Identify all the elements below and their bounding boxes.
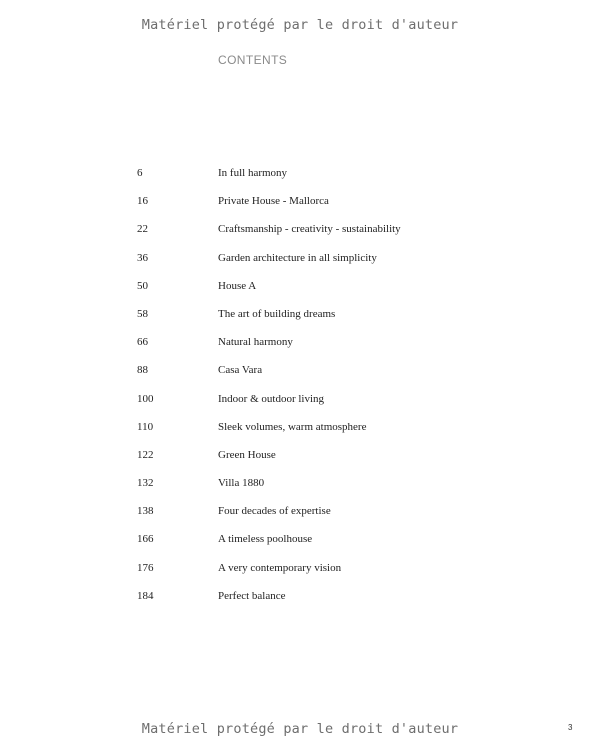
toc-title: Casa Vara bbox=[218, 364, 263, 377]
toc-entry bbox=[0, 336, 600, 364]
toc-page-number: 88 bbox=[137, 364, 148, 377]
toc-page-number: 58 bbox=[137, 307, 148, 320]
toc-page-number: 132 bbox=[137, 477, 154, 490]
toc-title: Sleek volumes, warm atmosphere bbox=[218, 420, 367, 433]
toc-page-number: 184 bbox=[137, 589, 154, 602]
toc-entry bbox=[0, 590, 600, 618]
toc-page-number: 110 bbox=[137, 420, 154, 433]
toc-entry bbox=[0, 393, 600, 421]
toc-page-number: 166 bbox=[137, 533, 154, 546]
page-number: 3 bbox=[568, 723, 573, 732]
toc-title: House A bbox=[218, 279, 257, 292]
toc-entry bbox=[0, 252, 600, 280]
toc-entry bbox=[0, 505, 600, 533]
copyright-watermark-bottom: Matériel protégé par le droit d'auteur bbox=[141, 721, 459, 737]
copyright-watermark-top: Matériel protégé par le droit d'auteur bbox=[141, 17, 459, 33]
toc-title: Private House - Mallorca bbox=[218, 195, 329, 208]
toc-page-number: 138 bbox=[137, 505, 154, 518]
toc-page-number: 36 bbox=[137, 251, 148, 264]
toc-title: Villa 1880 bbox=[218, 477, 265, 490]
toc-entry bbox=[0, 477, 600, 505]
toc-entry bbox=[0, 280, 600, 308]
toc-title: Perfect balance bbox=[218, 589, 286, 602]
toc-page-number: 16 bbox=[137, 195, 148, 208]
toc-entry bbox=[0, 364, 600, 392]
contents-heading: CONTENTS bbox=[218, 53, 288, 67]
toc-title: A timeless poolhouse bbox=[218, 533, 313, 546]
toc-entry bbox=[0, 449, 600, 477]
toc-title: Indoor & outdoor living bbox=[218, 392, 325, 405]
toc-title: The art of building dreams bbox=[218, 307, 336, 320]
table-of-contents bbox=[0, 167, 600, 618]
toc-title: Natural harmony bbox=[218, 336, 293, 349]
toc-title: Green House bbox=[218, 448, 276, 461]
toc-page-number: 50 bbox=[137, 279, 148, 292]
toc-title: Garden architecture in all simplicity bbox=[218, 251, 377, 264]
toc-entry bbox=[0, 223, 600, 251]
toc-page-number: 176 bbox=[137, 561, 154, 574]
toc-page-number: 22 bbox=[137, 223, 148, 236]
toc-title: In full harmony bbox=[218, 167, 288, 179]
toc-entry bbox=[0, 308, 600, 336]
toc-entry bbox=[0, 562, 600, 590]
toc-entry bbox=[0, 421, 600, 449]
toc-page-number: 100 bbox=[137, 392, 154, 405]
toc-page-number: 6 bbox=[137, 167, 143, 179]
toc-entry bbox=[0, 167, 600, 195]
toc-title: Craftsmanship - creativity - sustainability bbox=[218, 223, 401, 236]
toc-title: Four decades of expertise bbox=[218, 505, 331, 518]
toc-entry bbox=[0, 195, 600, 223]
toc-title: A very contemporary vision bbox=[218, 561, 342, 574]
toc-page-number: 66 bbox=[137, 336, 148, 349]
toc-page-number: 122 bbox=[137, 448, 154, 461]
toc-entry bbox=[0, 533, 600, 561]
